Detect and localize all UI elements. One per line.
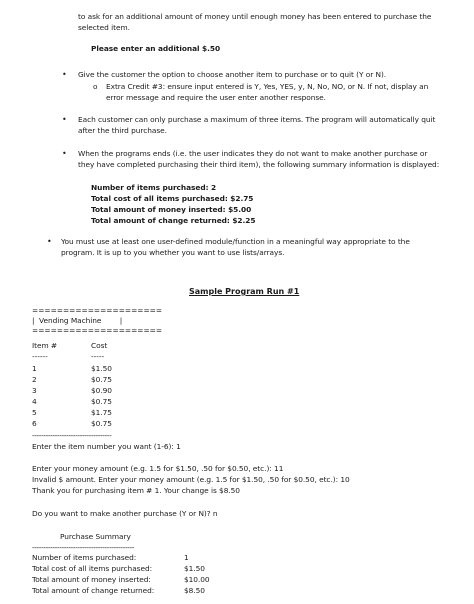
bullet-icon: •: [47, 237, 52, 246]
summary-cost: Total cost of all items purchased: $2.75: [91, 194, 254, 203]
summary-row-label: Total amount of change returned:: [32, 586, 155, 595]
table-row-cost: $0.75: [91, 397, 112, 406]
bullet-icon: •: [62, 149, 67, 158]
another-purchase-line: Do you want to make another purchase (Y or N)? n: [32, 509, 218, 518]
thank-you-line: Thank you for purchasing item # 1. Your change is $8.50: [32, 486, 240, 495]
vending-machine-title: | Vending Machine |: [32, 316, 123, 325]
bullet-ends-line-1: When the programs ends (i.e. the user indicates they do not want to make another purchase or: [78, 149, 428, 158]
summary-row-value: $1.50: [184, 564, 205, 573]
table-row-item: 3: [32, 386, 37, 395]
table-row-cost: $0.75: [91, 419, 112, 428]
rule-top: =====================: [32, 306, 163, 315]
enter-item-line: Enter the item number you want (1-6): 1: [32, 442, 181, 451]
table-row-cost: $0.75: [91, 375, 112, 384]
bullet-icon: •: [62, 115, 67, 124]
bullet-max-line-2: after the third purchase.: [78, 126, 167, 135]
summary-row-label: Total amount of money inserted:: [32, 575, 151, 584]
bullet-choice-text: Give the customer the option to choose another item to purchase or to quit (Y or N).: [78, 70, 387, 79]
prompt-example: Please enter an additional $.50: [91, 44, 221, 53]
table-row-item: 5: [32, 408, 37, 417]
bullet-module-line-2: program. It is up to you whether you want to use lists/arrays.: [61, 248, 285, 257]
summary-row-value: $10.00: [184, 575, 210, 584]
extra-credit-line-2: error message and require the user enter another response.: [106, 93, 326, 102]
table-row-cost: $0.90: [91, 386, 112, 395]
invalid-money-line: Invalid $ amount. Enter your money amount (e.g. 1.5 for $1.50, .50 for $0.50, etc.): 10: [32, 475, 350, 484]
summary-items: Number of items purchased: 2: [91, 183, 217, 192]
table-row-cost: $1.75: [91, 408, 112, 417]
bullet-module-line-1: You must use at least one user-defined module/function in a meaningful way appropriate to the: [61, 237, 410, 246]
sub-bullet-icon: o: [93, 82, 98, 91]
sample-run-heading: Sample Program Run #1: [189, 287, 300, 296]
summary-row-label: Number of items purchased:: [32, 553, 137, 562]
rule-bottom: =====================: [32, 326, 163, 335]
col-cost-header: Cost: [91, 341, 108, 350]
purchase-summary-title: Purchase Summary: [60, 532, 131, 541]
summary-row-label: Total cost of all items purchased:: [32, 564, 153, 573]
summary-row-value: 1: [184, 553, 189, 562]
intro-line-2: selected item.: [78, 23, 130, 32]
col-cost-dashes: -----: [91, 352, 105, 361]
bullet-icon: •: [62, 70, 67, 79]
summary-inserted: Total amount of money inserted: $5.00: [91, 205, 252, 214]
summary-divider: ---------------------------------------------: [32, 543, 135, 552]
enter-money-line: Enter your money amount (e.g. 1.5 for $1.50, .50 for $0.50, etc.): 11: [32, 464, 284, 473]
table-row-item: 6: [32, 419, 37, 428]
bullet-max-line-1: Each customer can only purchase a maximum of three items. The program will automatically quit: [78, 115, 436, 124]
table-divider: -----------------------------------: [32, 431, 112, 440]
col-item-dashes: ------: [32, 352, 48, 361]
intro-line-1: to ask for an additional amount of money until enough money has been entered to purchase the: [78, 12, 432, 21]
table-row-item: 1: [32, 364, 37, 373]
table-row-item: 4: [32, 397, 37, 406]
summary-row-value: $8.50: [184, 586, 205, 595]
col-item-header: Item #: [32, 341, 58, 350]
summary-change: Total amount of change returned: $2.25: [91, 216, 256, 225]
table-row-item: 2: [32, 375, 37, 384]
bullet-ends-line-2: they have completed purchasing their third item), the following summary information is displayed:: [78, 160, 440, 169]
extra-credit-line-1: Extra Credit #3: ensure input entered is Y, Yes, YES, y, N, No, NO, or N. If not, display an: [106, 82, 429, 91]
table-row-cost: $1.50: [91, 364, 112, 373]
